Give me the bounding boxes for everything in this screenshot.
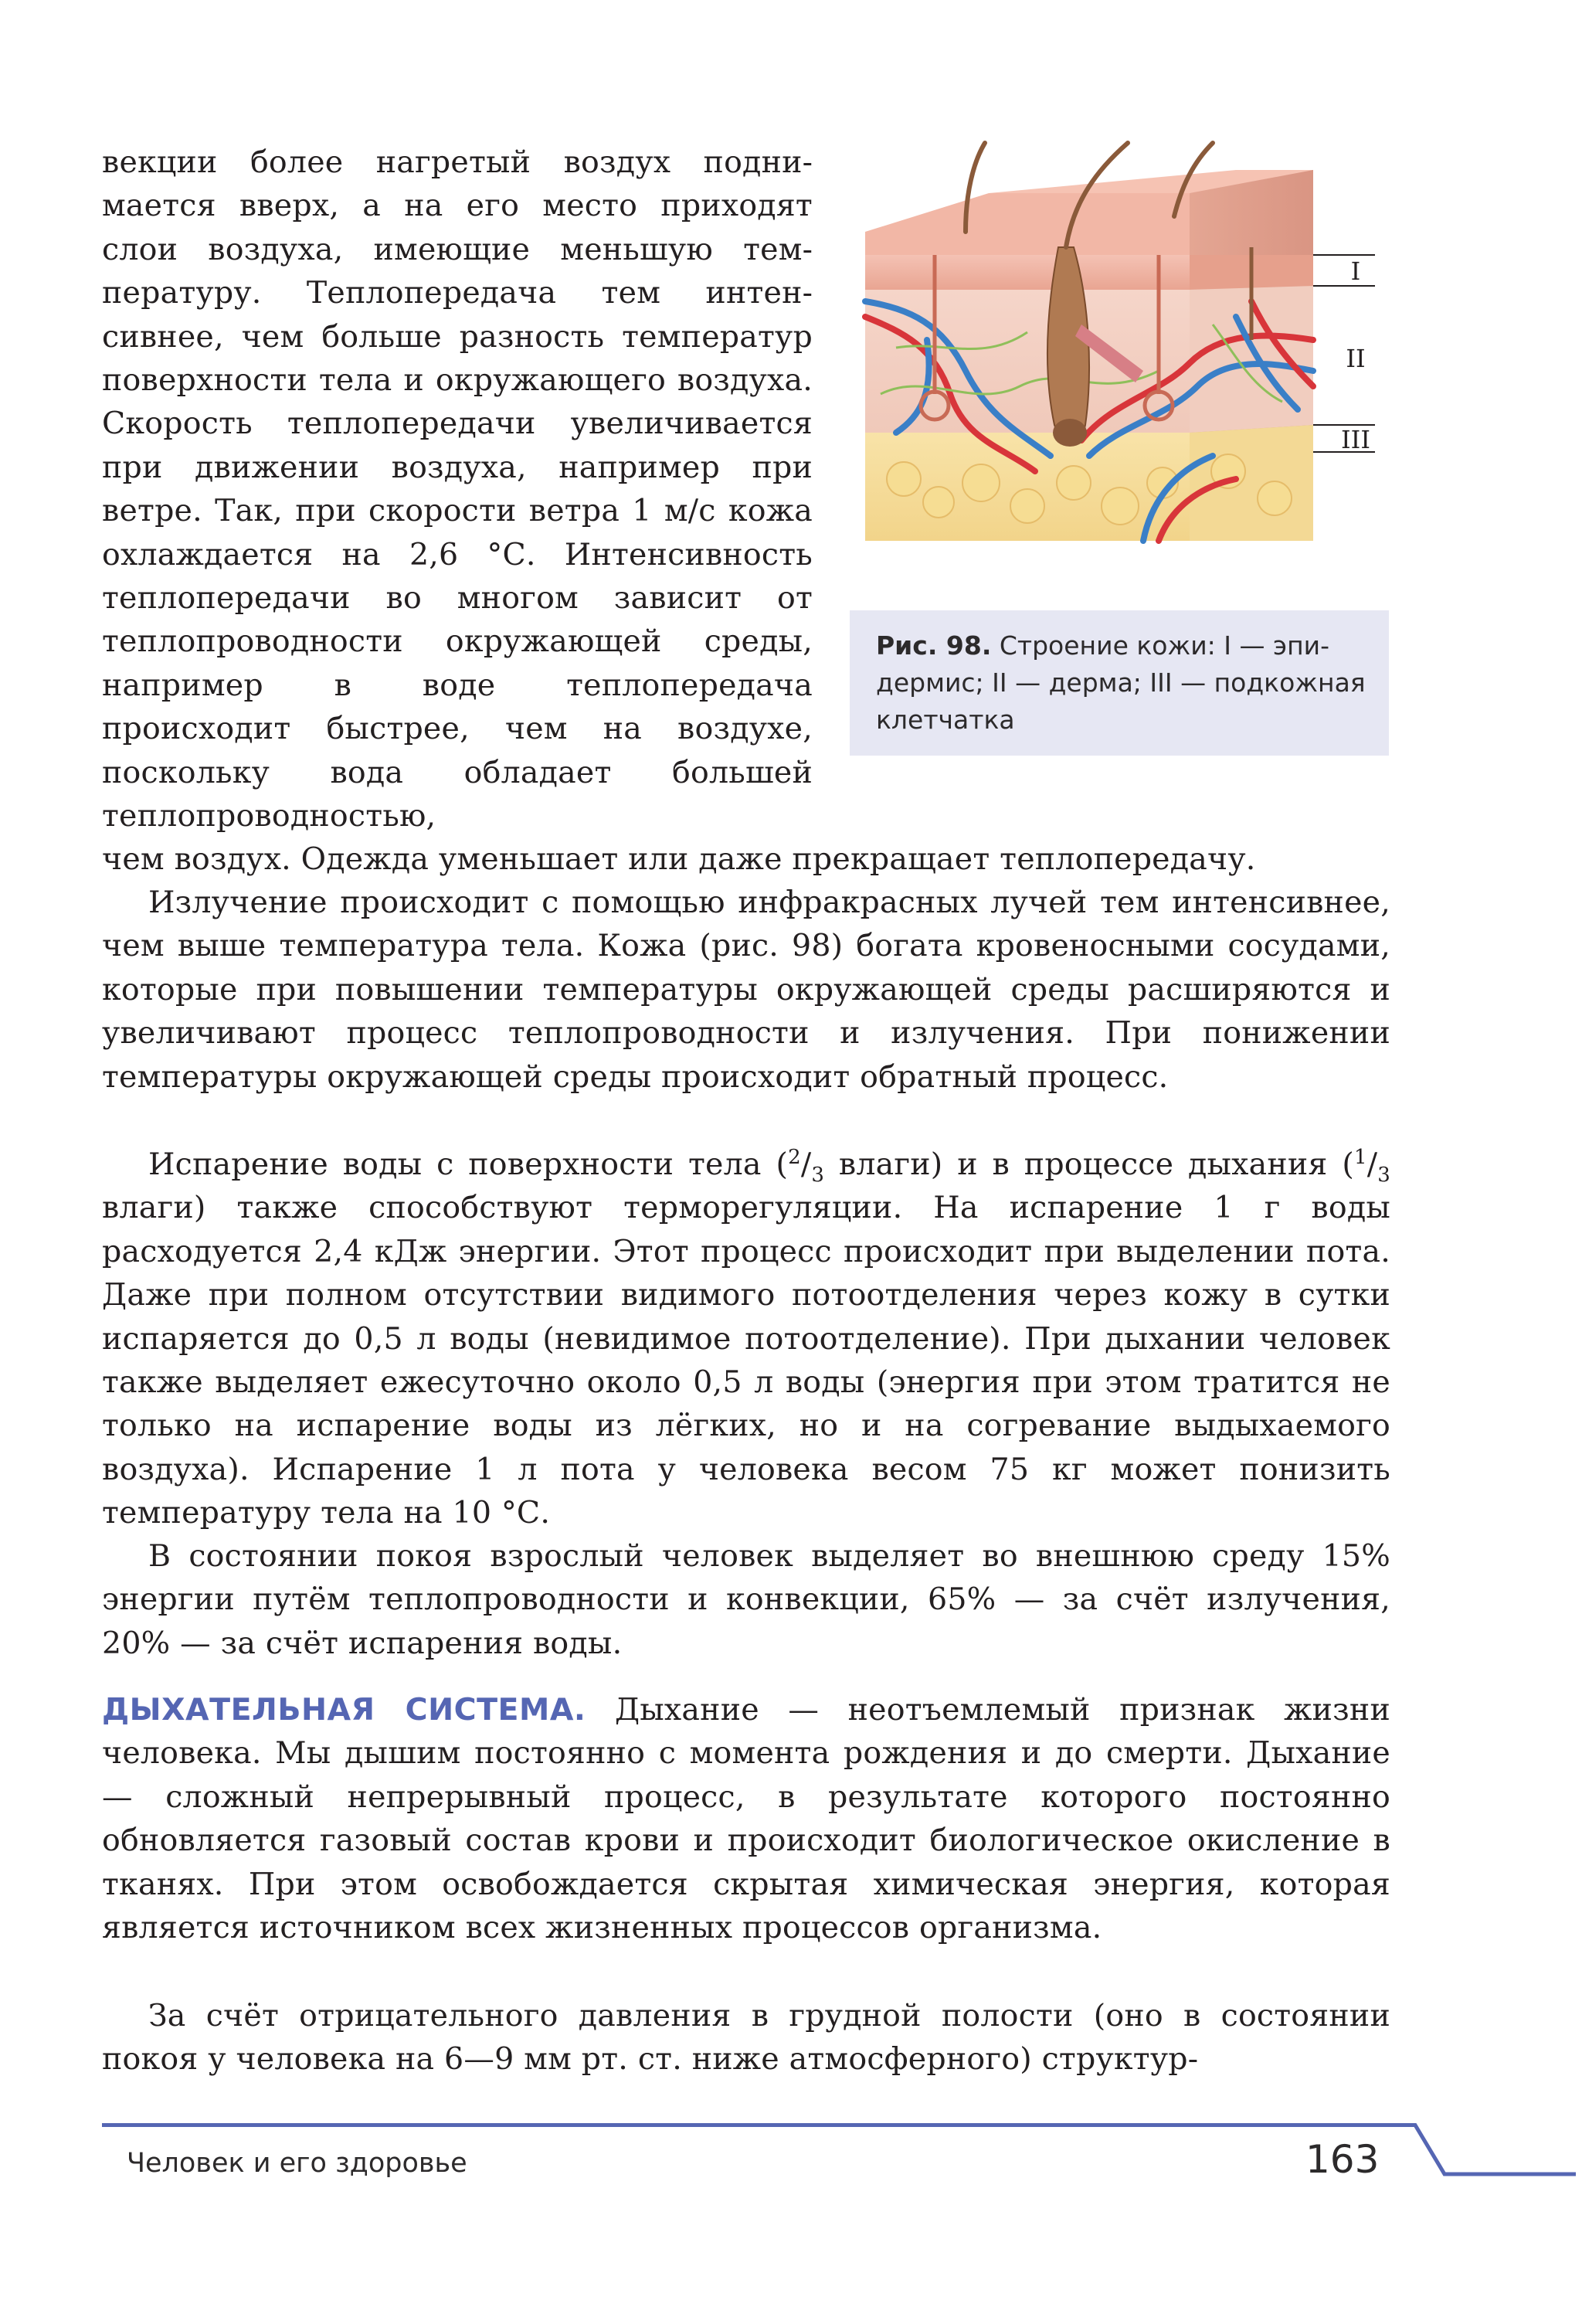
figure-caption	[850, 610, 1389, 756]
label-dermis: II	[1346, 344, 1366, 373]
paragraph-respiratory-system: ДЫХАТЕЛЬНАЯ СИСТЕМА. Дыхание — неотъемлемый признак жизни человека. Мы дышим постоянно с момента рождения и до смерти. Дыхание — сложный непрерывный процесс, в результате которого постоянно обновляется газовый состав крови и происходит биологическое окисление в тканях. При этом освобождается скрытая химическая энергия, которая является источником всех жизненных процессов организма.	[102, 1692, 1390, 1946]
paragraph-energy-loss: В состоянии покоя взрослый человек выделяет во внешнюю среду 15% энергии путём теплопроводности и конвекции, 65% — за счёт излучения, 20% — за счёт испарения воды.	[102, 1538, 1390, 1661]
paragraph-radiation-text: Излучение происходит с помощью инфракрасных лучей тем интенсивнее, чем выше температура тела. Кожа (рис. 98) богата кровеносными сосудами, которые при повышении температуры окружающей среды расширяются и увеличивают процесс теплопроводности и излучения. При понижении температуры окружающей среды происходит обратный процесс.	[102, 885, 1390, 1095]
section-heading: ДЫХАТЕЛЬНАЯ СИСТЕМА.	[102, 1692, 586, 1728]
paragraph-evaporation: Испарение воды с поверхности тела ($^2/_3$ влаги) и в процессе дыхания ($^1/_3$ влаги) также способствуют терморегуляции. На испарение 1 г воды расходуется 2,4 кДж энергии. Этот процесс происходит при выделении пота. Даже при полном отсутствии видимого потоотделения через кожу в сутки испаряется до 0,5 л воды (невидимое потоотделение). При дыхании человек также выделяет ежесуточно около 0,5 л воды (энергия при этом тратится не только на испарение воды из лёгких, но и на согревание выдыхаемого воздуха). Испарение 1 л пота у человека весом 75 кг может понизить температуру тела на 10 °С.	[102, 1145, 1390, 1531]
paragraph-convection: векции более нагретый воздух поднимается вверх, а на его место приходят слои воздуха, имеющие меньшую температуру. Теплопередача тем интенсивнее, чем больше разность температур поверхности тела и окружающего воздуха. Скорость теплопередачи увеличивается при движении воздуха, например при ветре. Так, при скорости ветра 1 м/с кожа охлаждается на 2,6 °С. Интенсивность теплопередачи во многом зависит от теплопроводности окружающей среды, например в воде теплопередача происходит быстрее, чем на воздухе, поскольку вода обладает большей теплопроводностью,	[102, 144, 813, 834]
footer-title: Человек и его здоровье	[127, 2148, 467, 2179]
paragraph-convection-end: чем воздух. Одежда уменьшает или даже прекращает теплопередачу.	[102, 841, 1256, 877]
page-number: 163	[1305, 2137, 1380, 2182]
paragraph-pressure: За счёт отрицательного давления в грудной полости (оно в состоянии покоя у человека на 6—9 мм рт. ст. ниже атмосферного) структур-	[102, 1998, 1390, 2078]
paragraph-radiation	[102, 881, 1390, 1099]
figure-caption-number: Рис. 98.	[876, 630, 992, 661]
skin-structure-illustration	[850, 139, 1390, 603]
label-epidermis: I	[1350, 257, 1361, 286]
footer-rule	[102, 2123, 1384, 2127]
label-subcutaneous: III	[1341, 425, 1370, 454]
figure-caption-text: Строение кожи: I — эпидермис; II — дерма; III — подкожная клетчатка	[876, 630, 1366, 735]
footer-rule-tail	[1383, 2123, 1576, 2185]
